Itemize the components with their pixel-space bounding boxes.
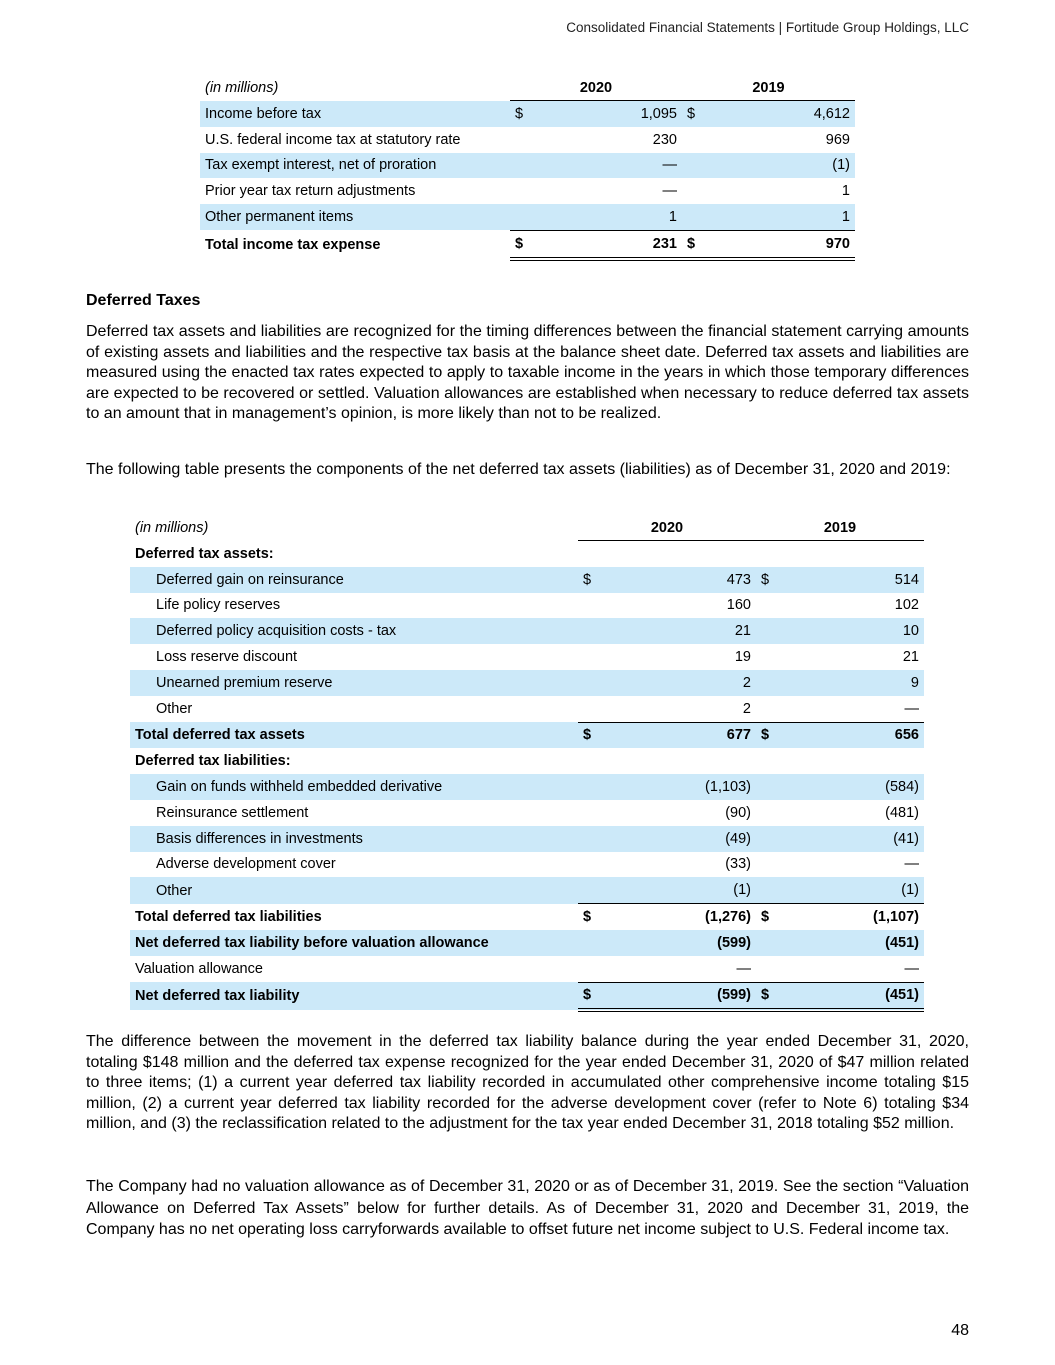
- value-2020: —: [736, 960, 751, 977]
- dollar-sign: [682, 127, 710, 153]
- dollar-sign: [510, 127, 538, 153]
- dollar-sign: $: [682, 230, 710, 258]
- value-2020: 2: [742, 700, 751, 717]
- dollar-sign: [510, 204, 538, 230]
- value-2020: 1: [538, 204, 682, 230]
- dollar-sign: $: [578, 904, 606, 930]
- row-label: Basis differences in investments: [130, 826, 578, 852]
- dollar-sign: [578, 593, 606, 619]
- value-2019: (481): [885, 804, 919, 821]
- table-row: [130, 800, 924, 826]
- liabilities-header: Deferred tax liabilities:: [135, 753, 291, 770]
- value-2019: 1: [841, 183, 850, 200]
- value-2019: —: [904, 856, 919, 873]
- paragraph-movement-difference: The difference between the movement in the deferred tax liability balance during the year ended December 31, 2020, totaling $148 million and the deferred tax expense recognized for the year ended December 31, 2020 of $47 million related to three items; (1) a current year deferred tax liability recorded in accumulated other comprehensive income totaling $15 million, (2) a current year deferred tax liability recorded for the adverse development cover (refer to Note 6) totaling $34 million, and (3) the reclassification related to the adjustment for the tax year ended December 31, 2018 totaling $52 million.: [86, 1033, 969, 1132]
- dollar-sign: [578, 774, 606, 800]
- table-header-row: [130, 516, 924, 541]
- dollar-sign: [578, 852, 606, 878]
- dollar-sign: [578, 800, 606, 826]
- dollar-sign: $: [578, 567, 606, 593]
- dollar-sign: [578, 644, 606, 670]
- row-label: Net deferred tax liability: [130, 982, 578, 1010]
- dollar-sign: [756, 774, 784, 800]
- row-label: Life policy reserves: [156, 597, 281, 614]
- value-2019: (41): [784, 826, 924, 852]
- total-row: [130, 982, 924, 1010]
- dollar-sign: [578, 956, 606, 982]
- dollar-sign: [578, 670, 606, 696]
- assets-header: Deferred tax assets:: [135, 545, 274, 562]
- row-label: Total deferred tax assets: [130, 722, 578, 748]
- value-2020: 473: [606, 567, 756, 593]
- section-heading: Deferred Taxes: [86, 292, 201, 309]
- row-label: Valuation allowance: [135, 960, 263, 977]
- value-2019: (1,107): [784, 904, 924, 930]
- col-2019-header: 2019: [752, 80, 785, 96]
- dollar-sign: [578, 826, 606, 852]
- dollar-sign: [756, 826, 784, 852]
- value-2019: (1): [710, 153, 855, 179]
- col-2020-header: 2020: [579, 80, 613, 96]
- value-2020: (599): [606, 982, 756, 1010]
- value-2019: 656: [784, 722, 924, 748]
- dollar-sign: $: [756, 904, 784, 930]
- dollar-sign: [578, 877, 606, 903]
- dollar-sign: [682, 204, 710, 230]
- value-2019: 21: [902, 649, 919, 666]
- dollar-sign: $: [578, 982, 606, 1010]
- value-2020: 21: [606, 618, 756, 644]
- value-2020: 19: [734, 649, 751, 666]
- page-header: Consolidated Financial Statements | Fortitude Group Holdings, LLC: [566, 20, 969, 35]
- dollar-sign: [682, 153, 710, 179]
- paragraph-valuation-allowance: The Company had no valuation allowance as of December 31, 2020 or as of December 31, 2019. See the section “Valuation Allowance on Deferred Tax Assets” below for further details. As of December 31, 2020 and December 31, 2019, the Company has no net operating loss carryforwards available to offset future net income subject to U.S. Federal income tax.: [86, 1178, 969, 1238]
- dollar-sign: [756, 852, 784, 878]
- col-2020-header: 2020: [578, 516, 756, 541]
- table-row: [130, 826, 924, 852]
- total-row: [130, 722, 924, 748]
- table-row: [200, 204, 855, 230]
- value-2019: (451): [784, 930, 924, 956]
- value-2020: (49): [606, 826, 756, 852]
- table-row: [130, 852, 924, 878]
- dollar-sign: [756, 800, 784, 826]
- dollar-sign: [578, 696, 606, 722]
- row-label: Unearned premium reserve: [130, 670, 578, 696]
- subtotal-row: [130, 930, 924, 956]
- value-2020: 231: [538, 230, 682, 258]
- value-2020: 230: [652, 131, 677, 148]
- row-label: Prior year tax return adjustments: [205, 183, 416, 200]
- value-2020: 1,095: [538, 101, 682, 127]
- value-2020: 677: [606, 722, 756, 748]
- dollar-sign: [756, 618, 784, 644]
- value-2020: 2: [606, 670, 756, 696]
- value-2020: —: [538, 153, 682, 179]
- table-row: [200, 153, 855, 179]
- dollar-sign: $: [578, 722, 606, 748]
- table-row: [130, 644, 924, 670]
- row-label: Reinsurance settlement: [156, 804, 309, 821]
- dollar-sign: [756, 930, 784, 956]
- dollar-sign: $: [756, 982, 784, 1010]
- value-2019: 970: [710, 230, 855, 258]
- row-label: Other: [130, 877, 578, 903]
- dollar-sign: [756, 670, 784, 696]
- value-2020: —: [662, 183, 677, 200]
- dollar-sign: [510, 178, 538, 204]
- table-row: [130, 593, 924, 619]
- table-row: [200, 127, 855, 153]
- table-header-row: [200, 76, 855, 101]
- value-2020: 160: [726, 597, 751, 614]
- table-row: [130, 877, 924, 903]
- dollar-sign: [756, 956, 784, 982]
- table-row: [130, 956, 924, 982]
- row-label: Other: [156, 700, 193, 717]
- value-2019: 9: [784, 670, 924, 696]
- section-header-row: [130, 748, 924, 774]
- dollar-sign: $: [756, 722, 784, 748]
- row-label: Adverse development cover: [156, 856, 336, 873]
- table-row: [200, 101, 855, 127]
- value-2020: (90): [725, 804, 751, 821]
- table-row: [130, 618, 924, 644]
- value-2020: (599): [606, 930, 756, 956]
- total-row: [200, 230, 855, 258]
- row-label: Other permanent items: [200, 204, 510, 230]
- dollar-sign: $: [682, 101, 710, 127]
- value-2019: 1: [710, 204, 855, 230]
- unit-label: (in millions): [205, 80, 279, 97]
- dollar-sign: [756, 877, 784, 903]
- row-label: Total income tax expense: [205, 236, 381, 253]
- total-row: [130, 904, 924, 930]
- value-2020: (33): [725, 856, 751, 873]
- unit-label: (in millions): [135, 520, 209, 537]
- value-2019: (451): [784, 982, 924, 1010]
- value-2019: 4,612: [710, 101, 855, 127]
- row-label: Deferred gain on reinsurance: [130, 567, 578, 593]
- dollar-sign: [756, 593, 784, 619]
- value-2020: (1): [606, 877, 756, 903]
- value-2019: 514: [784, 567, 924, 593]
- dollar-sign: $: [510, 101, 538, 127]
- dollar-sign: [578, 930, 606, 956]
- section-header-row: [130, 541, 924, 567]
- dollar-sign: [578, 618, 606, 644]
- row-label: Total deferred tax liabilities: [135, 908, 322, 925]
- value-2020: (1,103): [606, 774, 756, 800]
- value-2019: (1): [784, 877, 924, 903]
- row-label: Deferred policy acquisition costs - tax: [130, 618, 578, 644]
- row-label: U.S. federal income tax at statutory rate: [205, 131, 461, 148]
- dollar-sign: [756, 644, 784, 670]
- table-row: [130, 567, 924, 593]
- dollar-sign: [756, 696, 784, 722]
- tax-reconciliation-table: [200, 76, 855, 261]
- col-2019-header: 2019: [756, 516, 924, 541]
- table-row: [200, 178, 855, 204]
- paragraph-table-intro: The following table presents the components of the net deferred tax assets (liabilities) as of December 31, 2020 and 2019:: [86, 461, 951, 478]
- value-2019: —: [904, 700, 919, 717]
- dollar-sign: [510, 153, 538, 179]
- value-2019: 10: [784, 618, 924, 644]
- value-2019: 969: [825, 131, 850, 148]
- table-row: [130, 670, 924, 696]
- value-2020: (1,276): [606, 904, 756, 930]
- row-label: Income before tax: [200, 101, 510, 127]
- dollar-sign: $: [510, 230, 538, 258]
- table-row: [130, 696, 924, 722]
- row-label: Loss reserve discount: [156, 649, 298, 666]
- paragraph-deferred-taxes: Deferred tax assets and liabilities are recognized for the timing differences between the financial statement carrying amounts of existing assets and liabilities and the respective tax basis at the balance sheet date. Deferred tax assets and liabilities are measured using the enacted tax rates expected to apply to taxable income in the years in which those temporary differences are expected to be recovered or settled. Valuation allowances are established when necessary to reduce deferred tax assets to an amount that in management’s opinion, is more likely than not to be realized.: [86, 323, 969, 422]
- row-label: Net deferred tax liability before valuation allowance: [130, 930, 578, 956]
- value-2019: (584): [784, 774, 924, 800]
- value-2019: —: [904, 960, 919, 977]
- value-2019: 102: [894, 597, 919, 614]
- dollar-sign: $: [756, 567, 784, 593]
- deferred-tax-components-table: [130, 516, 924, 1012]
- page-number: 48: [951, 1322, 969, 1339]
- row-label: Gain on funds withheld embedded derivative: [130, 774, 578, 800]
- table-row: [130, 774, 924, 800]
- row-label: Tax exempt interest, net of proration: [200, 153, 510, 179]
- dollar-sign: [682, 178, 710, 204]
